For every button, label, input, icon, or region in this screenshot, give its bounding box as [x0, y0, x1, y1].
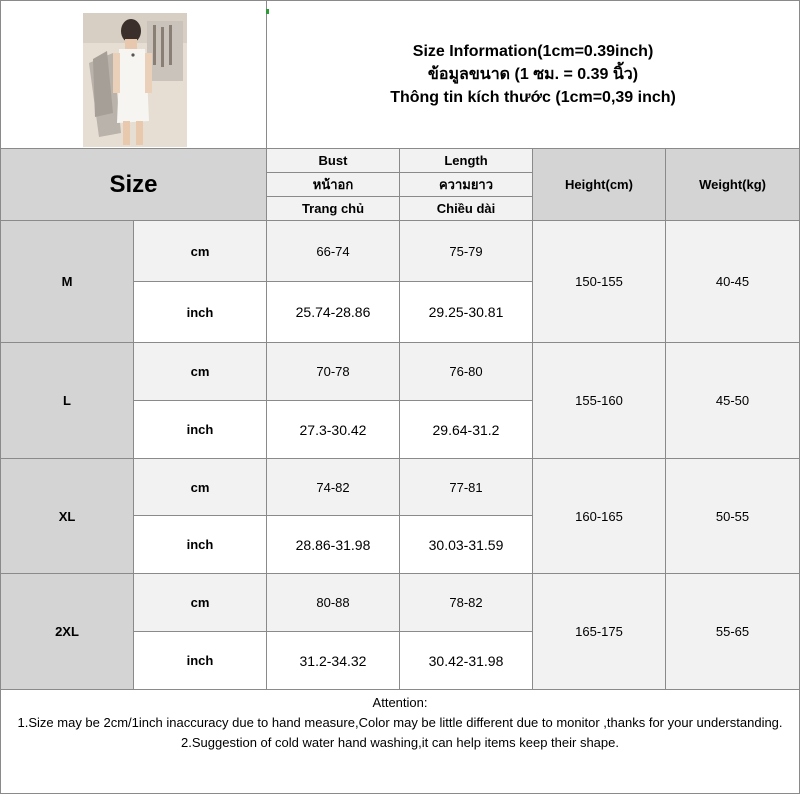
attention-row [1, 690, 800, 794]
height-value: 155-160 [533, 343, 666, 459]
height-header: Height(cm) [533, 149, 666, 221]
unit-label-cm: cm [134, 343, 267, 401]
size-info-th: ข้อมูลขนาด (1 ซม. = 0.39 นิ้ว) [427, 66, 639, 83]
bust-cm-value: 80-88 [267, 574, 400, 632]
bust-inch-value: 31.2-34.32 [267, 632, 400, 690]
length-inch-value: 30.42-31.98 [400, 632, 533, 690]
length-cm-value: 78-82 [400, 574, 533, 632]
attention-title: Attention: [372, 695, 428, 710]
attention-line-2: 2.Suggestion of cold water hand washing,it can help items keep their shape. [181, 735, 619, 750]
unit-label-inch: inch [134, 401, 267, 459]
bust-inch-value: 27.3-30.42 [267, 401, 400, 459]
weight-value: 50-55 [666, 459, 800, 574]
bust-header-vi: Trang chủ [267, 197, 400, 221]
unit-label-cm: cm [134, 221, 267, 282]
bust-inch-value: 28.86-31.98 [267, 516, 400, 574]
bust-cm-value: 70-78 [267, 343, 400, 401]
height-value: 160-165 [533, 459, 666, 574]
unit-label-inch: inch [134, 516, 267, 574]
size-label: XL [1, 459, 134, 574]
weight-value: 55-65 [666, 574, 800, 690]
length-inch-value: 29.64-31.2 [400, 401, 533, 459]
bust-cm-value: 66-74 [267, 221, 400, 282]
bust-header-en: Bust [267, 149, 400, 173]
bust-inch-value: 25.74-28.86 [267, 282, 400, 343]
height-value: 150-155 [533, 221, 666, 343]
length-header-en: Length [400, 149, 533, 173]
product-photo [83, 13, 187, 147]
length-header-vi: Chiều dài [400, 197, 533, 221]
table-row [1, 221, 800, 282]
unit-label-inch: inch [134, 632, 267, 690]
length-inch-value: 29.25-30.81 [400, 282, 533, 343]
size-info-title [267, 1, 800, 149]
height-value: 165-175 [533, 574, 666, 690]
table-row [1, 574, 800, 632]
unit-label-inch: inch [134, 282, 267, 343]
bust-header-th: หน้าอก [267, 173, 400, 197]
size-column-header: Size [1, 149, 267, 221]
weight-header: Weight(kg) [666, 149, 800, 221]
table-row [1, 343, 800, 401]
length-cm-value: 75-79 [400, 221, 533, 282]
attention-note [1, 690, 800, 794]
weight-value: 40-45 [666, 221, 800, 343]
size-label: M [1, 221, 134, 343]
length-cm-value: 76-80 [400, 343, 533, 401]
length-cm-value: 77-81 [400, 459, 533, 516]
header-row-1 [1, 149, 800, 173]
size-info-en: Size Information(1cm=0.39inch) [412, 43, 654, 60]
unit-label-cm: cm [134, 459, 267, 516]
length-inch-value: 30.03-31.59 [400, 516, 533, 574]
size-label: L [1, 343, 134, 459]
unit-label-cm: cm [134, 574, 267, 632]
info-row [1, 1, 800, 149]
bust-cm-value: 74-82 [267, 459, 400, 516]
size-label: 2XL [1, 574, 134, 690]
weight-value: 45-50 [666, 343, 800, 459]
attention-line-1: 1.Size may be 2cm/1inch inaccuracy due to hand measure,Color may be little different due to monitor ,thanks for your understanding. [17, 715, 783, 730]
length-header-th: ความยาว [400, 173, 533, 197]
size-info-vi: Thông tin kích thước (1cm=0,39 inch) [390, 89, 676, 106]
product-photo-cell [1, 1, 267, 149]
table-row [1, 459, 800, 516]
